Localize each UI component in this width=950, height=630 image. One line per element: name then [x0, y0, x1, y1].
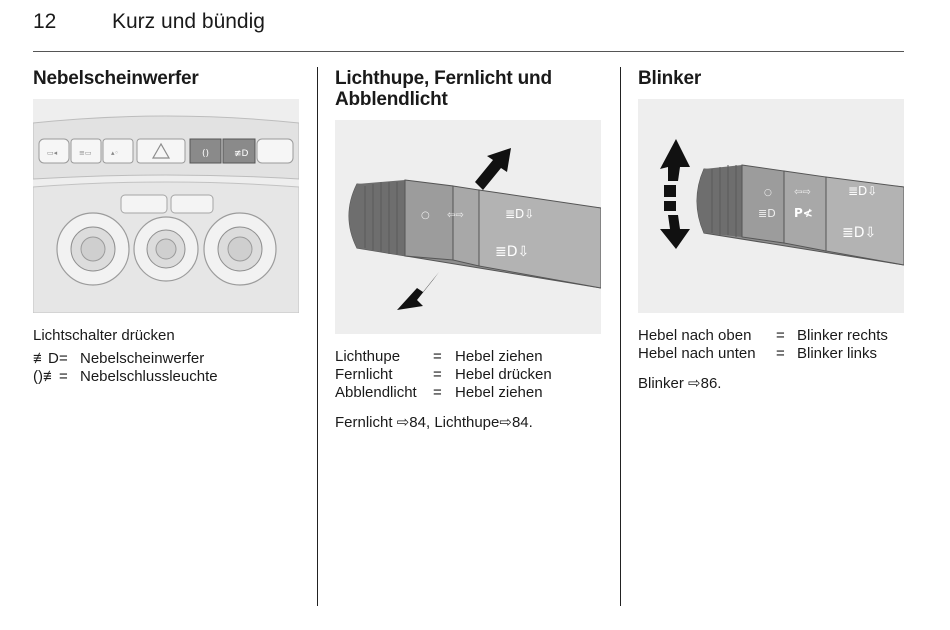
reference-page: 86. — [700, 375, 722, 392]
fog-legend-label: Nebelschlussleuchte — [80, 368, 218, 385]
headlight-stalk-figure — [335, 120, 601, 334]
fog-legend-label: Nebelscheinwerfer — [80, 350, 205, 367]
svg-text:⇦⇨: ⇦⇨ — [447, 210, 464, 221]
svg-text:○: ○ — [764, 188, 772, 198]
equals-sign: = — [433, 384, 442, 401]
equals-sign: = — [59, 350, 68, 367]
svg-text:(): () — [202, 149, 210, 159]
svg-text:≢D: ≢D — [234, 149, 249, 159]
beam-term: Abblendlicht — [335, 384, 417, 401]
reference-page: 84. — [511, 414, 533, 431]
page-number: 12 — [33, 10, 57, 33]
reference-link[interactable]: Blinker — [638, 375, 684, 392]
page-ref-arrow-icon: ⇨ — [499, 414, 512, 431]
blinker-term: Hebel nach unten — [638, 345, 756, 362]
beam-action: Hebel ziehen — [455, 384, 543, 401]
blinker-action: Blinker rechts — [797, 327, 888, 344]
fog-switch-figure — [33, 99, 299, 313]
rear-fog-lamp-symbol: ()≢ — [33, 368, 58, 385]
beam-row-3 — [335, 384, 615, 402]
beam-title-line-2: Abblendlicht — [335, 89, 448, 110]
beam-section-title — [335, 68, 552, 110]
svg-text:▭◂: ▭◂ — [47, 149, 58, 157]
svg-text:▴◦: ▴◦ — [111, 149, 119, 157]
beam-title-line-1: Lichthupe, Fernlicht und — [335, 68, 552, 89]
beam-term: Fernlicht — [335, 366, 393, 383]
svg-text:○: ○ — [421, 210, 430, 221]
svg-text:P≮: P≮ — [794, 206, 813, 220]
equals-sign: = — [433, 348, 442, 365]
reference-link[interactable]: Lichthupe — [434, 414, 500, 431]
column-divider-1 — [317, 67, 318, 606]
reference-page: 84, — [409, 414, 431, 431]
page-ref-arrow-icon: ⇨ — [688, 375, 701, 392]
blinker-term: Hebel nach oben — [638, 327, 752, 344]
svg-text:⇦⇨: ⇦⇨ — [794, 187, 811, 198]
blinker-action: Blinker links — [797, 345, 878, 362]
svg-text:≣D: ≣D — [758, 207, 776, 220]
equals-sign: = — [776, 327, 785, 344]
fog-intro-text: Lichtschalter drücken — [33, 327, 175, 344]
beam-term: Lichthupe — [335, 348, 401, 365]
header-divider — [33, 51, 904, 52]
beam-action: Hebel drücken — [455, 366, 552, 383]
page-ref-arrow-icon: ⇨ — [396, 414, 410, 431]
beam-row-2 — [335, 366, 615, 384]
beam-action: Hebel ziehen — [455, 348, 543, 365]
blinker-row-2 — [638, 345, 908, 363]
beam-row-1 — [335, 348, 615, 366]
page-title: Kurz und bündig — [112, 10, 265, 33]
svg-text:≡▭: ≡▭ — [79, 149, 92, 157]
equals-sign: = — [433, 366, 442, 383]
column-divider-2 — [620, 67, 621, 606]
blinker-stalk-figure — [638, 99, 904, 313]
blinker-section-title: Blinker — [638, 68, 702, 89]
reference-link[interactable]: Fernlicht — [335, 414, 393, 431]
fog-legend-row-1 — [33, 350, 303, 368]
svg-text:≣D⇩: ≣D⇩ — [848, 184, 878, 198]
equals-sign: = — [59, 368, 68, 385]
blinker-row-1 — [638, 327, 908, 345]
svg-text:≣D⇩: ≣D⇩ — [495, 244, 530, 260]
fog-lamp-symbol: ≢D — [33, 350, 59, 367]
fog-legend-row-2 — [33, 368, 303, 386]
fog-section-title: Nebelscheinwerfer — [33, 68, 199, 89]
blinker-reference — [638, 375, 721, 393]
svg-text:≣D⇩: ≣D⇩ — [842, 225, 877, 241]
equals-sign: = — [776, 345, 785, 362]
beam-reference — [335, 414, 533, 432]
svg-text:≣D⇩: ≣D⇩ — [505, 207, 535, 221]
